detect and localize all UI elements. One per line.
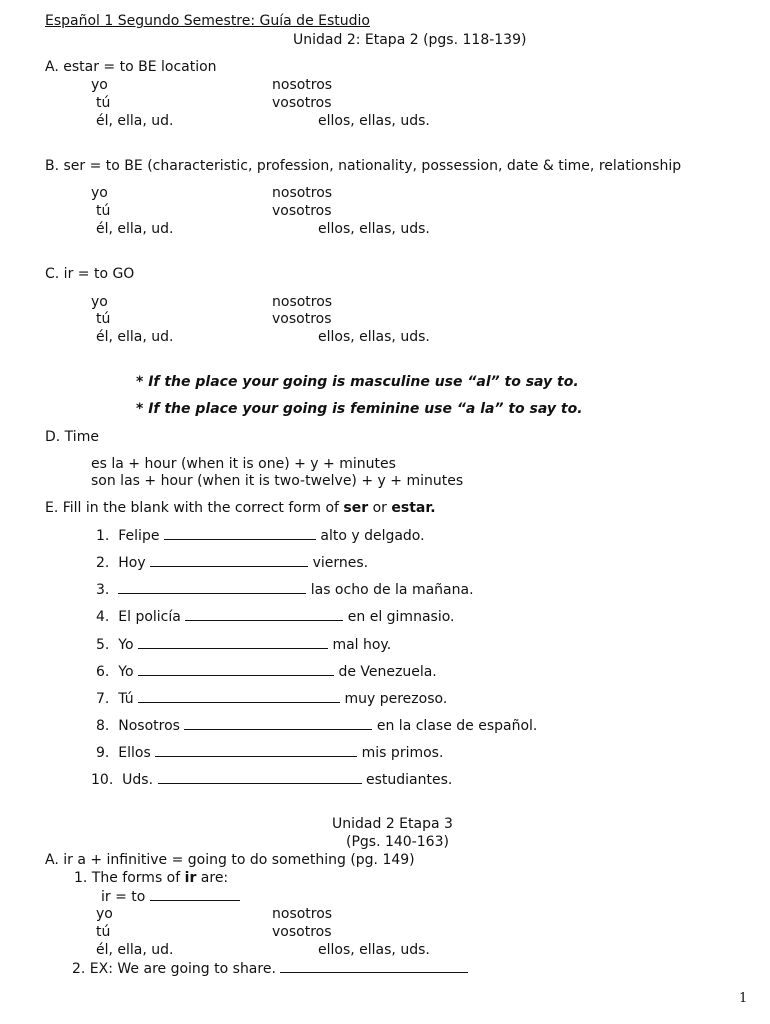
ir-word: ir	[184, 870, 197, 886]
section-a-heading: A. estar = to BE location	[45, 59, 217, 75]
conj-yo: yo	[96, 906, 113, 922]
list-item	[96, 716, 537, 735]
list-item	[96, 689, 447, 708]
conj-ellos-ellas-uds: ellos, ellas, uds.	[318, 221, 430, 237]
conj-vosotros: vosotros	[272, 924, 332, 940]
item-predicate: en el gimnasio.	[347, 609, 455, 625]
item-number: 10.	[91, 772, 114, 788]
answer-blank[interactable]	[158, 770, 362, 784]
unit3-title: Unidad 2 Etapa 3	[332, 816, 453, 832]
conj-yo: yo	[91, 185, 108, 201]
item-number: 6.	[96, 664, 110, 680]
section-e-prefix: E. Fill in the blank with the correct form of	[45, 500, 344, 516]
time-rule-one: es la + hour (when it is one) + y + minutes	[91, 456, 396, 472]
list-item	[91, 770, 452, 789]
answer-blank[interactable]	[138, 635, 328, 649]
conj-yo: yo	[91, 294, 108, 310]
item-predicate: las ocho de la mañana.	[310, 582, 474, 598]
conj-el-ella-ud: él, ella, ud.	[96, 942, 174, 958]
page-number: 1	[739, 991, 748, 1006]
ser-word: ser	[343, 500, 369, 516]
conj-vosotros: vosotros	[272, 311, 332, 327]
list-item	[96, 743, 443, 762]
item-text: are:	[196, 870, 229, 886]
item-subject: El policía	[118, 609, 181, 625]
item-number: 8.	[96, 718, 110, 734]
item-number: 5.	[96, 637, 110, 653]
item-subject: Uds.	[122, 772, 154, 788]
answer-blank[interactable]	[150, 887, 240, 901]
item-predicate: en la clase de español.	[376, 718, 538, 734]
conj-tu: tú	[96, 924, 111, 940]
item-subject: Felipe	[118, 528, 160, 544]
list-item	[96, 580, 474, 599]
conj-nosotros: nosotros	[272, 77, 333, 93]
conj-el-ella-ud: él, ella, ud.	[96, 329, 174, 345]
answer-blank[interactable]	[150, 553, 308, 567]
conj-tu: tú	[96, 95, 111, 111]
unit3-pages: (Pgs. 140-163)	[346, 834, 449, 850]
conj-yo: yo	[91, 77, 108, 93]
list-item	[96, 526, 425, 545]
item-predicate: alto y delgado.	[320, 528, 425, 544]
answer-blank[interactable]	[280, 959, 468, 973]
item-number: 9.	[96, 745, 110, 761]
item-subject: Yo	[118, 637, 134, 653]
item-number: 4.	[96, 609, 110, 625]
conj-el-ella-ud: él, ella, ud.	[96, 113, 174, 129]
conj-tu: tú	[96, 203, 111, 219]
answer-blank[interactable]	[184, 716, 372, 730]
list-item	[96, 662, 437, 681]
item-number: 3.	[96, 582, 110, 598]
list-item	[96, 553, 368, 572]
item-predicate: muy perezoso.	[344, 691, 448, 707]
item-number: 1.	[96, 528, 110, 544]
conj-nosotros: nosotros	[272, 185, 333, 201]
answer-blank[interactable]	[138, 689, 340, 703]
section-b-heading: B. ser = to BE (characteristic, profession, nationality, possession, date & time, relationship	[45, 158, 682, 174]
feminine-note: * If the place your going is feminine use “a la” to say to.	[136, 401, 583, 417]
conj-ellos-ellas-uds: ellos, ellas, uds.	[318, 329, 430, 345]
time-rule-two-twelve: son las + hour (when it is two-twelve) + y + minutes	[91, 473, 464, 489]
answer-blank[interactable]	[164, 526, 316, 540]
example-text: 2. EX: We are going to share.	[72, 961, 276, 977]
unit-heading: Unidad 2: Etapa 2 (pgs. 118-139)	[293, 32, 527, 48]
item-predicate: estudiantes.	[365, 772, 453, 788]
section-c-heading: C. ir = to GO	[45, 266, 135, 282]
estar-word: estar.	[391, 500, 436, 516]
section-e-heading	[45, 499, 436, 517]
answer-blank[interactable]	[155, 743, 357, 757]
list-item	[96, 607, 454, 626]
item-subject: Yo	[118, 664, 134, 680]
item-text: 1. The forms of	[74, 870, 185, 886]
conj-el-ella-ud: él, ella, ud.	[96, 221, 174, 237]
answer-blank[interactable]	[185, 607, 343, 621]
conj-vosotros: vosotros	[272, 95, 332, 111]
section-d-heading: D. Time	[45, 429, 99, 445]
masculine-note: * If the place your going is masculine use “al” to say to.	[136, 374, 579, 390]
or-word: or	[368, 500, 392, 516]
unit3-section-a-heading: A. ir a + infinitive = going to do something (pg. 149)	[45, 852, 415, 868]
conj-vosotros: vosotros	[272, 203, 332, 219]
item-subject: Tú	[118, 691, 134, 707]
example-item	[72, 959, 468, 978]
item-subject: Ellos	[118, 745, 151, 761]
document-title: Español 1 Segundo Semestre: Guía de Estudio	[45, 13, 370, 29]
answer-blank[interactable]	[138, 662, 334, 676]
item-predicate: viernes.	[312, 555, 369, 571]
list-item	[96, 635, 391, 654]
item-subject: Nosotros	[118, 718, 180, 734]
conj-ellos-ellas-uds: ellos, ellas, uds.	[318, 942, 430, 958]
item-number: 7.	[96, 691, 110, 707]
item-number: 2.	[96, 555, 110, 571]
item-predicate: mis primos.	[361, 745, 444, 761]
conj-tu: tú	[96, 311, 111, 327]
conj-nosotros: nosotros	[272, 294, 333, 310]
conj-ellos-ellas-uds: ellos, ellas, uds.	[318, 113, 430, 129]
ir-to-line	[101, 887, 240, 906]
item-subject: Hoy	[118, 555, 146, 571]
item-predicate: de Venezuela.	[338, 664, 437, 680]
ir-to-label: ir = to	[101, 889, 146, 905]
answer-blank[interactable]	[118, 580, 306, 594]
conj-nosotros: nosotros	[272, 906, 333, 922]
item-predicate: mal hoy.	[332, 637, 392, 653]
forms-of-ir-item	[74, 869, 228, 887]
